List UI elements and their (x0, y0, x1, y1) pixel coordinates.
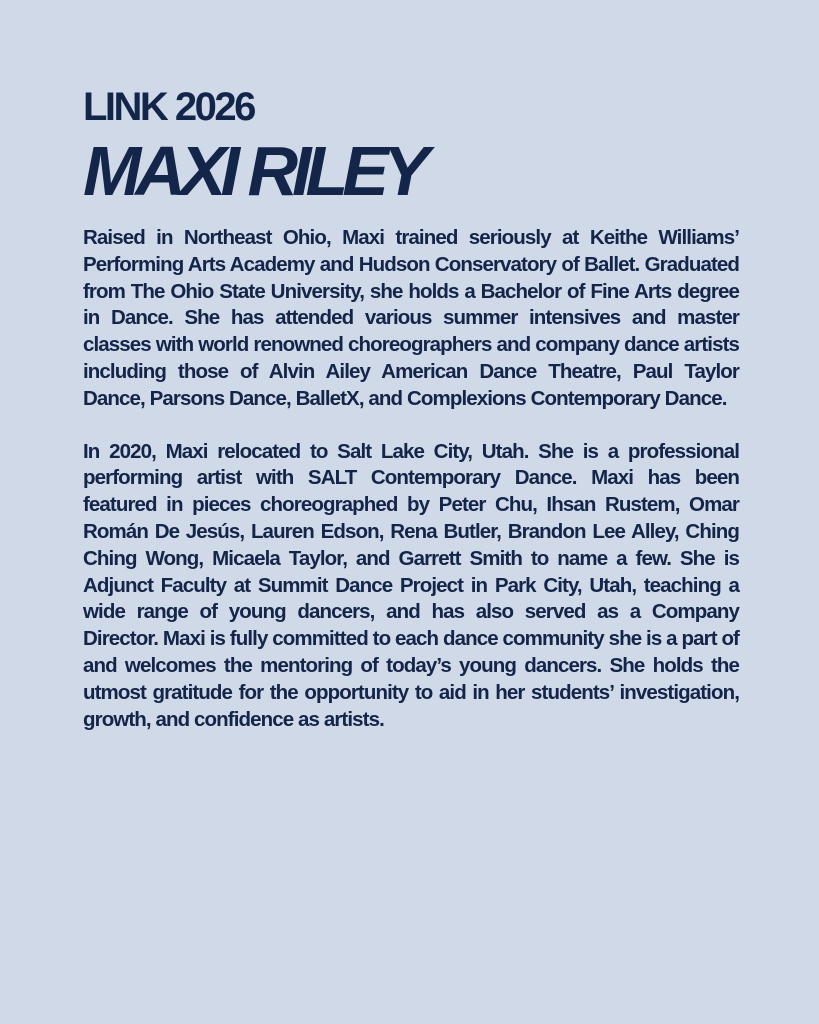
bio-card (83, 86, 739, 733)
event-kicker: LINK 2026 (83, 85, 254, 129)
bio-paragraph-1: Raised in Northeast Ohio, Maxi trained seriously at Keithe Williams’ Performing Arts Academy and Hudson Conservatory of Ballet. Graduated from The Ohio State University, she holds a Bachelor of Fine Arts degree in Dance. She has attended various summer intensives and master classes with world renowned choreographers and company dance artists including those of Alvin Ailey American Dance Theatre, Paul Taylor Dance, Parsons Dance, BalletX, and Complexions Contemporary Dance. (83, 226, 739, 410)
bio-paragraph-2: In 2020, Maxi relocated to Salt Lake City, Utah. She is a professional performing artist with SALT Contemporary Dance. Maxi has been featured in pieces choreographed by Peter Chu, Ihsan Rustem, Omar Román De Jesús, Lauren Edson, Rena Butler, Brandon Lee Alley, Ching Ching Wong, Micaela Taylor, and Garrett Smith to name a few. She is Adjunct Faculty at Summit Dance Project in Park City, Utah, teaching a wide range of young dancers, and has also served as a Company Director. Maxi is fully committed to each dance community she is a part of and welcomes the mentoring of today’s young dancers. She holds the utmost gratitude for the opportunity to aid in her students’ investigation, growth, and confidence as artists. (83, 439, 739, 731)
artist-name: MAXI RILEY (83, 132, 424, 210)
